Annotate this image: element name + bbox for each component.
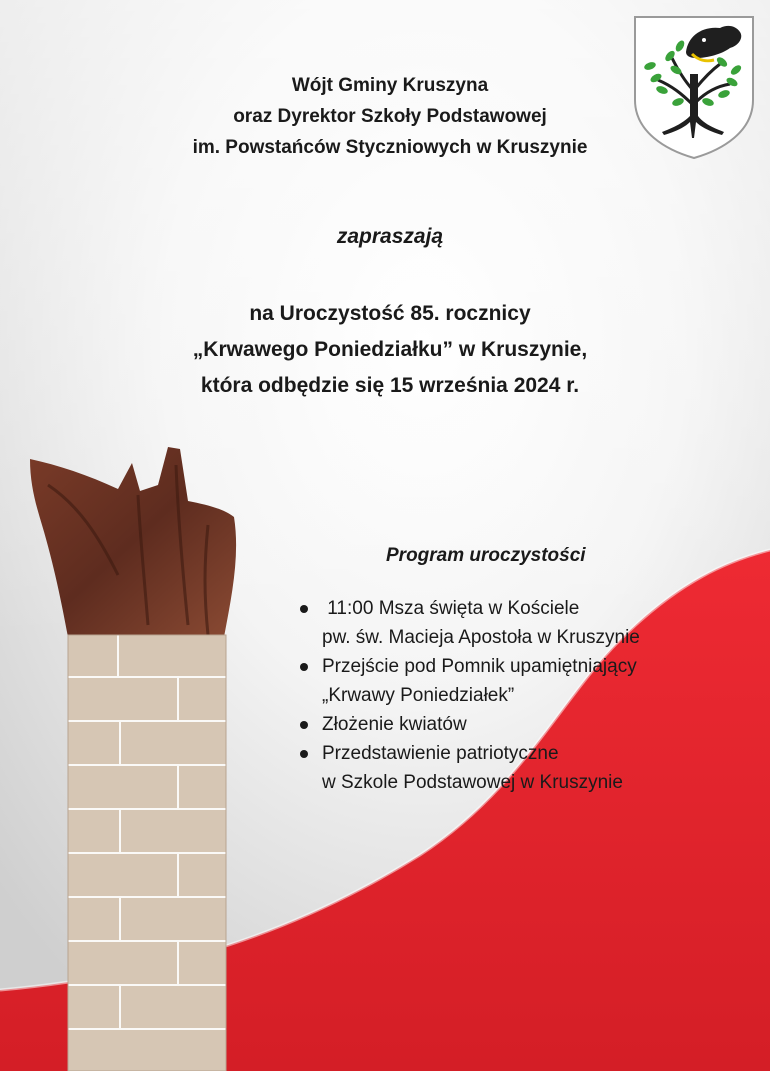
event-line: „Krwawego Poniedziałku” w Kruszynie,	[192, 338, 588, 361]
organizer-line: Wójt Gminy Kruszyna	[291, 75, 489, 96]
event-line: która odbędzie się 15 września 2024 r.	[200, 374, 580, 397]
program-item-line: Przedstawienie patriotyczne	[322, 743, 559, 764]
organizer-line: im. Powstańców Styczniowych w Kruszynie	[192, 137, 588, 158]
event-line: na Uroczystość 85. rocznicy	[249, 302, 531, 325]
bullet-icon	[300, 605, 308, 613]
program-title: Program uroczystości	[386, 545, 586, 566]
bullet-icon	[300, 750, 308, 758]
program-item	[300, 739, 640, 797]
organizer-line: oraz Dyrektor Szkoły Podstawowej	[233, 106, 547, 127]
invite-text: zapraszają	[336, 225, 444, 248]
program-item-line: „Krwawy Poniedziałek”	[322, 685, 515, 706]
program-list	[300, 594, 640, 797]
bullet-icon	[300, 663, 308, 671]
program-item-line: pw. św. Macieja Apostoła w Kruszynie	[322, 627, 640, 648]
monument-image	[28, 445, 240, 1071]
program-item-line: 11:00 Msza święta w Kościele	[322, 598, 580, 619]
organizers-heading	[0, 70, 770, 163]
program-item	[300, 652, 640, 710]
program-item-line: w Szkole Podstawowej w Kruszynie	[322, 772, 623, 793]
event-description	[0, 296, 770, 404]
program-item	[300, 594, 640, 652]
bullet-icon	[300, 721, 308, 729]
program-item-line: Przejście pod Pomnik upamiętniający	[322, 656, 637, 677]
program-item	[300, 710, 640, 739]
program-item-line: Złożenie kwiatów	[322, 714, 467, 735]
